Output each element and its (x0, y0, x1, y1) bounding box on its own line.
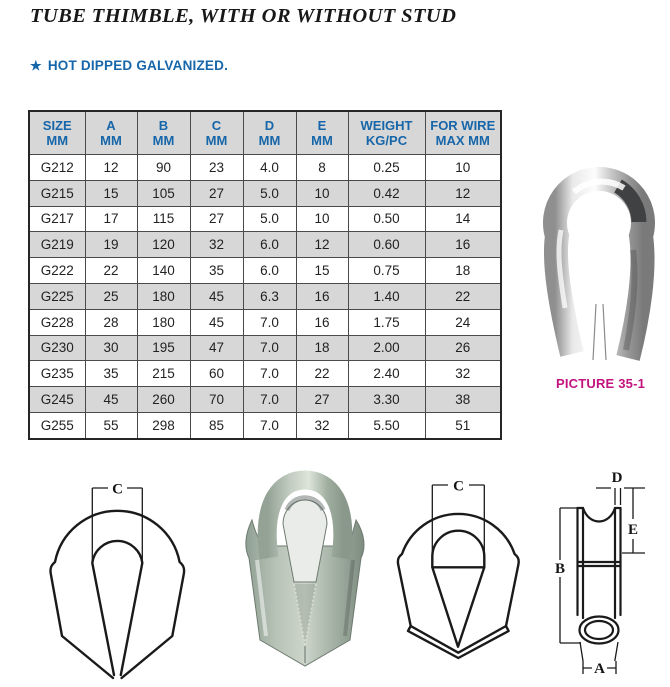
table-row-G212 (29, 155, 501, 181)
table-row-G222 (29, 258, 501, 284)
cell: G230 (29, 335, 85, 361)
cell: 32 (425, 361, 501, 387)
cell: 7.0 (243, 309, 296, 335)
cell: 10 (296, 180, 348, 206)
cell: 1.75 (348, 309, 425, 335)
thimble-front-photo (243, 460, 368, 672)
cell: 18 (296, 335, 348, 361)
cell: 28 (85, 309, 137, 335)
cell: 0.50 (348, 206, 425, 232)
feature-label: HOT DIPPED GALVANIZED. (47, 58, 229, 73)
cell: 15 (296, 258, 348, 284)
cell: 23 (190, 155, 243, 181)
cell: 17 (85, 206, 137, 232)
thimble-photo (532, 158, 667, 370)
cell: 27 (190, 206, 243, 232)
cell: G228 (29, 309, 85, 335)
cell: 3.30 (348, 387, 425, 413)
cell: 27 (296, 387, 348, 413)
cell: 18 (425, 258, 501, 284)
cell: 55 (85, 412, 137, 438)
column-header-0: SIZE MM (29, 111, 85, 155)
cell: 24 (425, 309, 501, 335)
column-header-3: C MM (190, 111, 243, 155)
diagram-front-open (35, 462, 200, 687)
cell: 298 (137, 412, 190, 438)
cell: 35 (190, 258, 243, 284)
thimble-front-photo-image (243, 460, 368, 672)
table-row-G245 (29, 387, 501, 413)
table-row-G215 (29, 180, 501, 206)
cell: 35 (85, 361, 137, 387)
cell: 14 (425, 206, 501, 232)
cell: 5.0 (243, 206, 296, 232)
cell: 30 (85, 335, 137, 361)
table-header-row (29, 111, 501, 155)
cell: 6.3 (243, 283, 296, 309)
dim-label-d: D (611, 470, 623, 486)
spec-table (28, 110, 502, 440)
cell: G212 (29, 155, 85, 181)
column-header-4: D MM (243, 111, 296, 155)
cell: 12 (296, 232, 348, 258)
column-header-7: FOR WIRE MAX MM (425, 111, 501, 155)
cell: 2.00 (348, 335, 425, 361)
cell: 12 (425, 180, 501, 206)
cell: 27 (190, 180, 243, 206)
cell: 51 (425, 412, 501, 438)
cell: G215 (29, 180, 85, 206)
cell: 22 (85, 258, 137, 284)
cell: G222 (29, 258, 85, 284)
cell: 32 (296, 412, 348, 438)
cell: 45 (190, 309, 243, 335)
cell: 38 (425, 387, 501, 413)
cell: 16 (296, 283, 348, 309)
cell: 26 (425, 335, 501, 361)
cell: G255 (29, 412, 85, 438)
cell: 7.0 (243, 412, 296, 438)
feature-line (30, 58, 228, 74)
cell: 120 (137, 232, 190, 258)
table-row-G217 (29, 206, 501, 232)
cell: 180 (137, 309, 190, 335)
table-row-G255 (29, 412, 501, 438)
dim-label-e: E (627, 522, 639, 538)
diagram-side-view (548, 455, 668, 687)
table-row-G235 (29, 361, 501, 387)
dim-label-a: A (594, 661, 605, 677)
cell: G235 (29, 361, 85, 387)
diagram-front-closed (392, 462, 527, 687)
cell: G245 (29, 387, 85, 413)
table-row-G225 (29, 283, 501, 309)
cell: 8 (296, 155, 348, 181)
cell: 22 (296, 361, 348, 387)
cell: 16 (425, 232, 501, 258)
cell: 32 (190, 232, 243, 258)
cell: 0.42 (348, 180, 425, 206)
cell: 22 (425, 283, 501, 309)
cell: 180 (137, 283, 190, 309)
cell: 105 (137, 180, 190, 206)
table-row-G219 (29, 232, 501, 258)
cell: 7.0 (243, 335, 296, 361)
table-row-G228 (29, 309, 501, 335)
cell: 70 (190, 387, 243, 413)
cell: 6.0 (243, 232, 296, 258)
cell: 6.0 (243, 258, 296, 284)
cell: 5.0 (243, 180, 296, 206)
table-row-G230 (29, 335, 501, 361)
column-header-2: B MM (137, 111, 190, 155)
thimble-photo-image (532, 158, 667, 370)
dim-label-c: C (453, 478, 464, 495)
cell: G217 (29, 206, 85, 232)
cell: 10 (296, 206, 348, 232)
cell: 16 (296, 309, 348, 335)
cell: 19 (85, 232, 137, 258)
cell: 140 (137, 258, 190, 284)
cell: 115 (137, 206, 190, 232)
cell: 215 (137, 361, 190, 387)
cell: 45 (190, 283, 243, 309)
cell: 90 (137, 155, 190, 181)
cell: 47 (190, 335, 243, 361)
column-header-5: E MM (296, 111, 348, 155)
dim-label-c: C (112, 481, 123, 498)
cell: 2.40 (348, 361, 425, 387)
cell: 260 (137, 387, 190, 413)
cell: 1.40 (348, 283, 425, 309)
dim-label-b: B (554, 561, 566, 577)
cell: 5.50 (348, 412, 425, 438)
page-title: TUBE THIMBLE, WITH OR WITHOUT STUD (30, 5, 457, 27)
cell: 10 (425, 155, 501, 181)
cell: G219 (29, 232, 85, 258)
cell: 7.0 (243, 387, 296, 413)
cell: G225 (29, 283, 85, 309)
cell: 7.0 (243, 361, 296, 387)
cell: 85 (190, 412, 243, 438)
cell: 195 (137, 335, 190, 361)
cell: 25 (85, 283, 137, 309)
cell: 0.25 (348, 155, 425, 181)
picture-caption: PICTURE 35-1 (555, 376, 646, 391)
cell: 4.0 (243, 155, 296, 181)
column-header-1: A MM (85, 111, 137, 155)
star-icon: ★ (30, 58, 42, 73)
column-header-6: WEIGHT KG/PC (348, 111, 425, 155)
cell: 15 (85, 180, 137, 206)
cell: 0.75 (348, 258, 425, 284)
cell: 12 (85, 155, 137, 181)
cell: 60 (190, 361, 243, 387)
cell: 45 (85, 387, 137, 413)
cell: 0.60 (348, 232, 425, 258)
